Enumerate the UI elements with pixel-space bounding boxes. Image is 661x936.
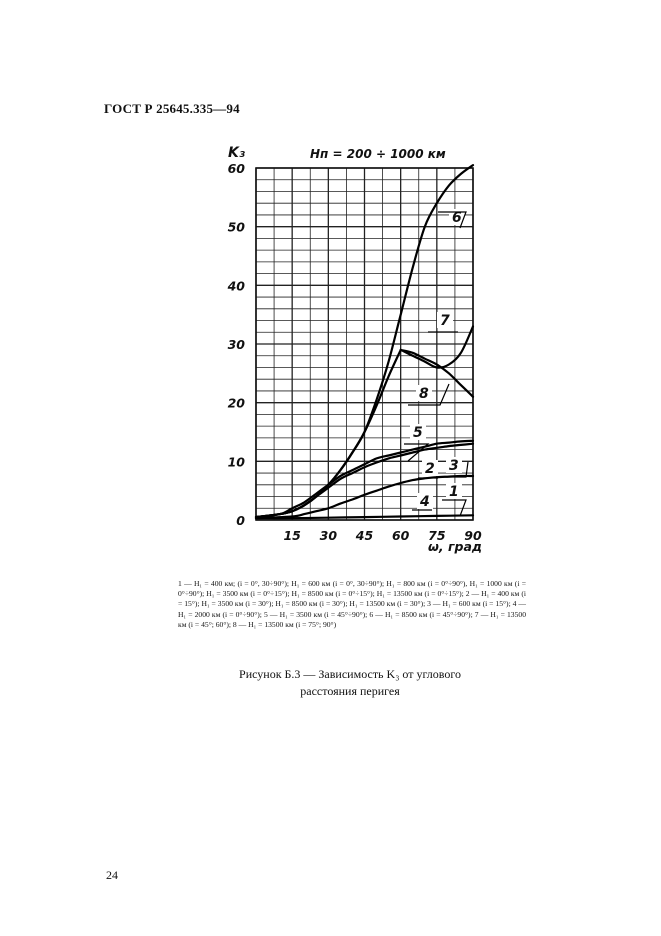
series-label-6: 6 <box>452 210 462 226</box>
x-tick-label: 45 <box>355 528 374 543</box>
series-label-3: 3 <box>449 458 459 474</box>
y-tick-label: 30 <box>227 337 245 352</box>
x-tick-label: 30 <box>319 528 338 543</box>
figure-caption <box>200 666 500 700</box>
figure-legend: 1 — H₁ = 400 км; (i = 0°, 30÷90°); H₁ = 600 км (i = 0°, 30÷90°); H₁ = 800 км (i = 0°÷90°), H₁ = 1000 км (i = 0°÷90°); H₁ = 3500 км (i = 0°÷15°); H₁ = 8500 км (i = 0°÷15°); H₁ = 13500 км (i = 0°÷15°); 2 — H₁ = 400 км (i = 15°); H₁ = 3500 км (i = 30°); H₁ = 8500 км (i = 30°); H₁ = 13500 км (i = 30°); 3 — H₁ = 600 км (i = 15°); 4 — H₁ = 2000 км (i = 0°÷90°); 5 — H₁ = 3500 км (i = 45°÷90°); 6 — H₁ = 8500 км (i = 45°÷90°); 7 — H₁ = 13500 км (i = 45°; 60°); 8 — H₁ = 13500 км (i = 75°; 90°) <box>178 579 526 629</box>
x-axis-label: ω, град <box>428 539 482 554</box>
y-tick-label: 40 <box>227 278 245 294</box>
chart-callouts <box>404 209 468 516</box>
y-tick-label: 20 <box>227 395 245 411</box>
series-label-4: 4 <box>420 494 430 510</box>
caption-line-2: расстояния перигея <box>300 684 400 698</box>
x-tick-label: 60 <box>391 528 410 543</box>
y-tick-label: 0 <box>236 513 245 528</box>
series-label-2: 2 <box>425 461 435 477</box>
y-axis-label: K₃ <box>228 145 245 161</box>
x-tick-label: 15 <box>283 528 301 543</box>
caption-line-1: Рисунок Б.3 — Зависимость K₃ от углового <box>239 667 461 681</box>
series-label-8: 8 <box>419 386 429 402</box>
x-tick-label: 90 <box>464 528 482 543</box>
y-tick-label: 10 <box>227 454 245 470</box>
series-label-1: 1 <box>449 484 459 500</box>
y-tick-labels <box>227 161 246 528</box>
y-tick-label: 50 <box>227 219 245 235</box>
series-label-5: 5 <box>413 425 423 441</box>
page-number: 24 <box>106 868 118 882</box>
chart-title: Hп = 200 ÷ 1000 км <box>310 147 446 161</box>
series-label-7: 7 <box>440 313 450 329</box>
x-tick-label: 75 <box>428 528 446 543</box>
document-header: ГОСТ Р 25645.335—94 <box>104 101 240 116</box>
y-tick-label: 60 <box>227 161 245 176</box>
